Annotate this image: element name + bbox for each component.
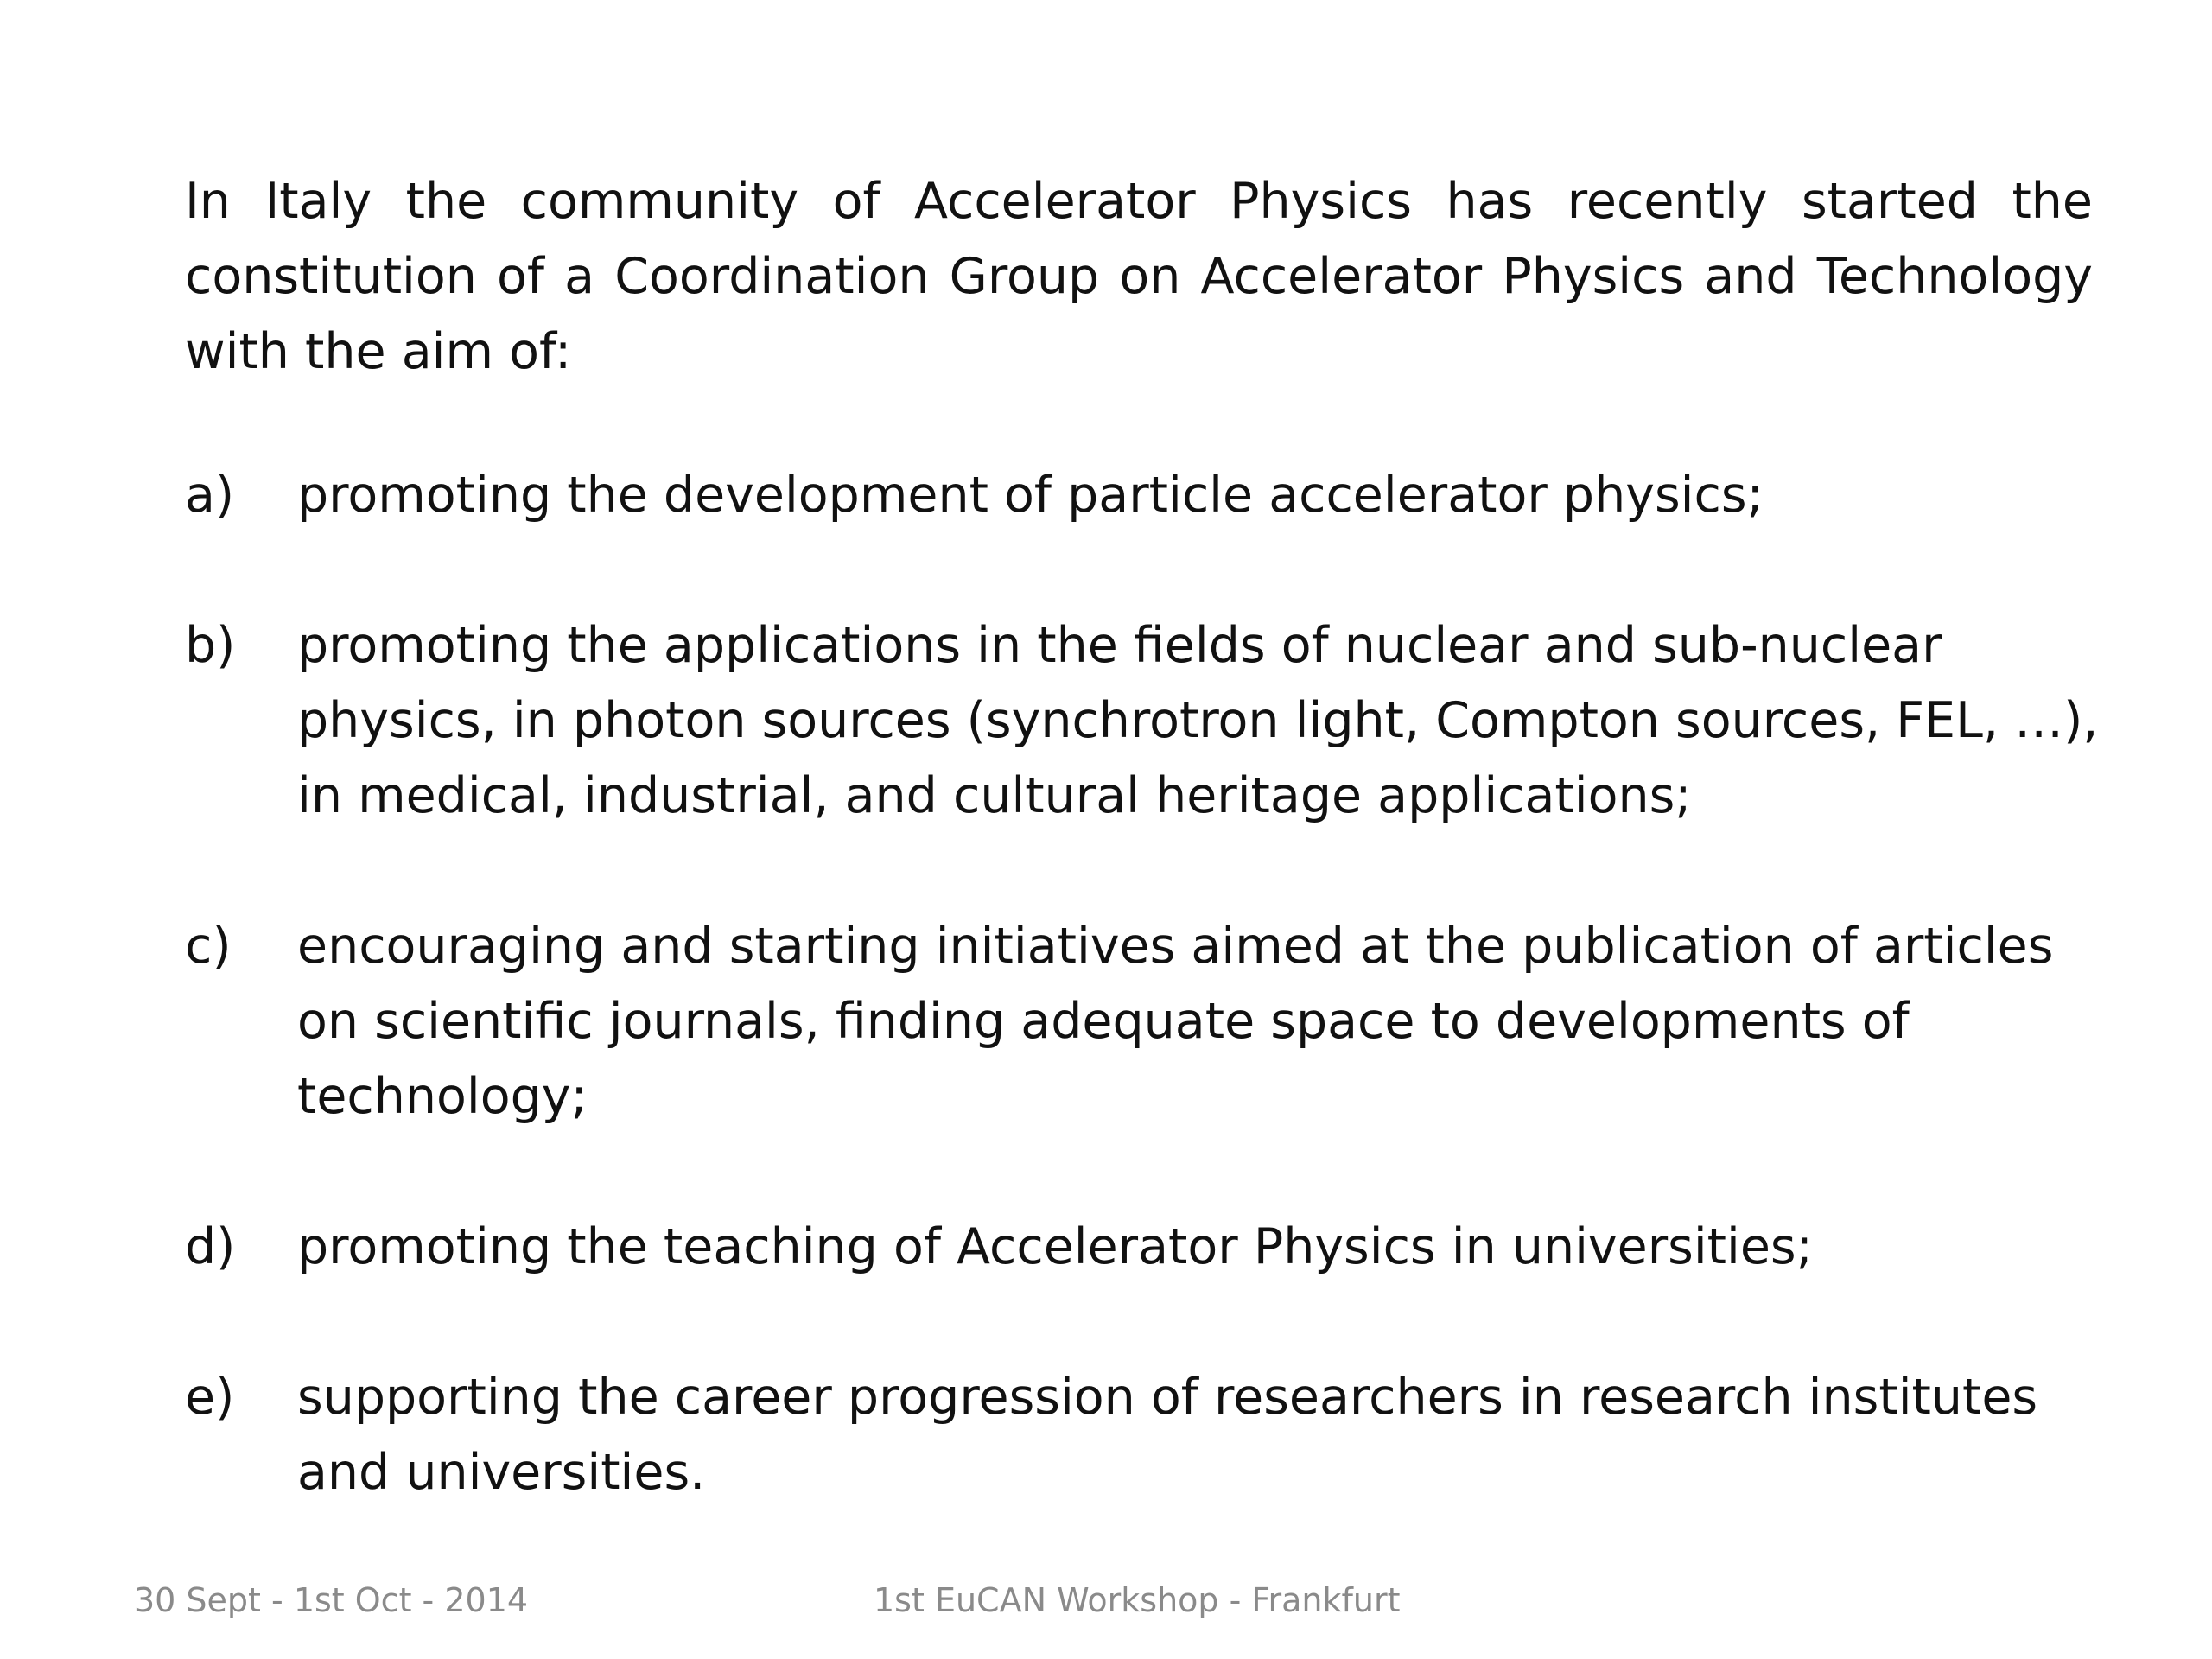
aim-text: supporting the career progression of researchers in research institutes and universities. <box>297 1369 2038 1501</box>
aim-text: promoting the applications in the fields of nuclear and sub-nuclear physics, in photon sources (synchrotron light, Compton sources, FEL, …), in medical, industrial, and cultural heritage applications; <box>297 617 2099 824</box>
aim-marker: c) <box>185 918 232 975</box>
footer-event: 1st EuCAN Workshop - Frankfurt <box>874 1581 1401 1619</box>
intro-paragraph: In Italy the community of Accelerator Physics has recently started the constitution of a Coordination Group on Accelerator Physics and Technology with the aim of: <box>185 173 2093 380</box>
aim-item-d <box>185 1210 2112 1285</box>
aims-list <box>185 458 2112 1510</box>
aim-marker: e) <box>185 1369 235 1426</box>
aim-text: encouraging and starting initiatives aimed at the publication of articles on scientific journals, finding adequate space to developments of technology; <box>297 918 2054 1125</box>
aim-text: promoting the development of particle accelerator physics; <box>297 467 1764 524</box>
footer-date: 30 Sept - 1st Oct - 2014 <box>134 1581 529 1619</box>
aim-marker: b) <box>185 617 236 674</box>
aim-item-c <box>185 909 2112 1135</box>
aim-item-e <box>185 1360 2112 1510</box>
aim-text: promoting the teaching of Accelerator Physics in universities; <box>297 1218 1813 1275</box>
aim-item-a <box>185 458 2112 533</box>
aim-marker: d) <box>185 1218 236 1275</box>
aim-marker: a) <box>185 467 235 524</box>
aim-item-b <box>185 608 2112 834</box>
